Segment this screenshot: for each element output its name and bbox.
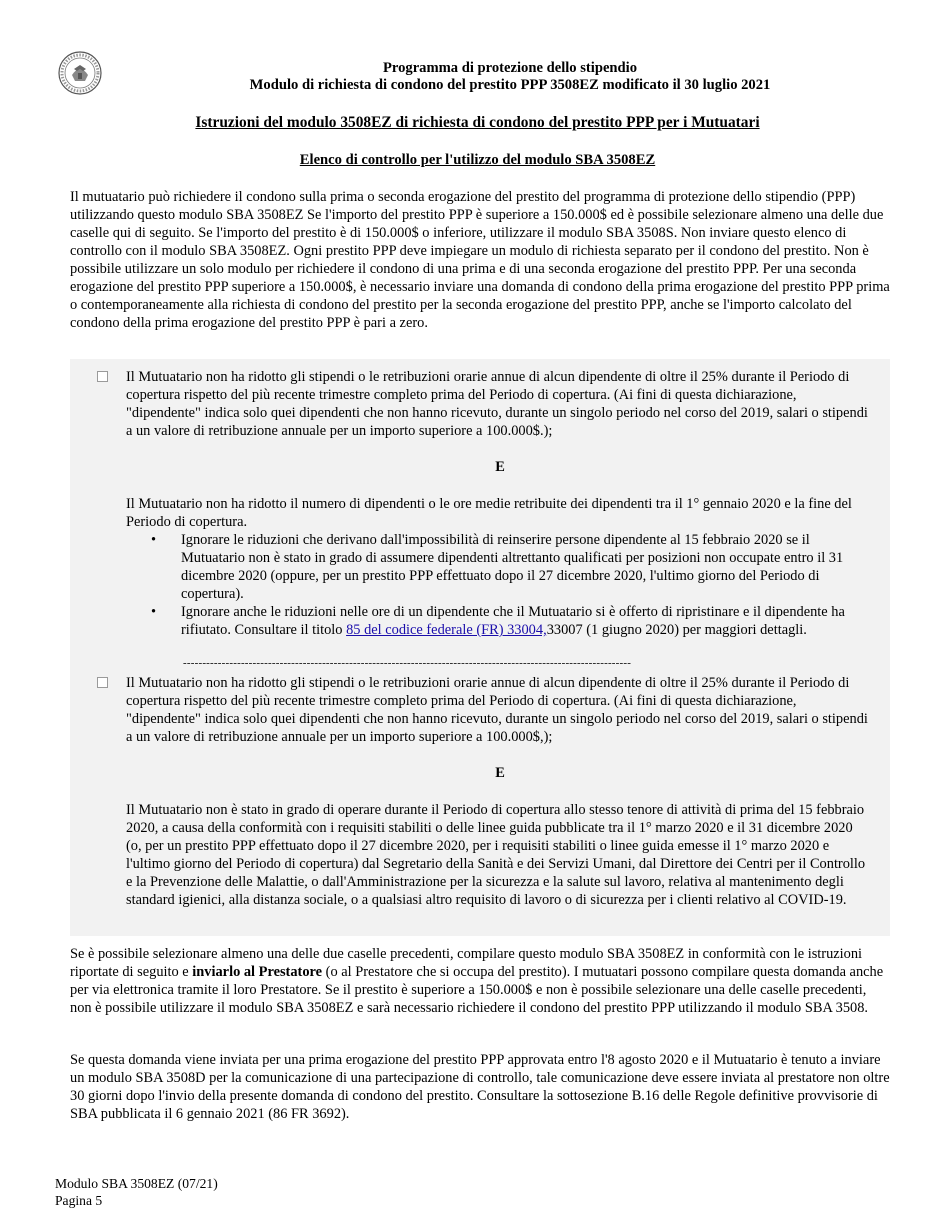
instructions-text-pre: Se è possibile selezionare almeno una delle due caselle precedenti, compilare questo modulo SBA 3508EZ in conformità con le istruzioni riportate di seguito e (70, 946, 863, 980)
checkbox-1[interactable] (97, 371, 108, 382)
separator-line: -------------------------------------------------------------------------------------------------------------------- (183, 657, 632, 669)
footer-form-id: Modulo SBA 3508EZ (07/21) (55, 1176, 218, 1191)
cfr-link[interactable]: 85 del codice federale (FR) 33004, (346, 622, 547, 638)
checkbox-1-continuation: Il Mutuatario non ha ridotto il numero di dipendenti o le ore medie retribuite dei dipendenti tra il 1° gennaio 2020 e la fine del Periodo di copertura. (126, 496, 852, 530)
disclosure-paragraph: Se questa domanda viene inviata per una prima erogazione del prestito PPP approvata entro l'8 agosto 2020 e il Mutuatario è tenuto a inviare un modulo SBA 3508D per la comunicazione di una partecipazione di controllo, tale comunicazione deve essere inviata al prestatore non oltre 30 giorni dopo l'invio della presente domanda di condono del prestito. Consultare la sottosezione B.16 delle Regole definitive provvisorie di SBA pubblicata il 6 gennaio 2021 (86 FR 3692). (70, 1052, 890, 1122)
list-item (126, 531, 871, 603)
intro-paragraph: Il mutuatario può richiedere il condono sulla prima o seconda erogazione del prestito del programma di protezione dello stipendio (PPP) utilizzando questo modulo SBA 3508EZ Se l'importo del prestito PPP è superiore a 150.000$ ed è possibile selezionare almeno una delle due caselle qui di seguito. Se l'importo del prestito è di 150.000$ o inferiore, utilizzare il modulo SBA 3508S. Non inviare questo elenco di controllo con il modulo SBA 3508EZ. Ogni prestito PPP deve impiegare un modulo di richiesta separato per il condono del prestito. Non è possibile utilizzare un solo modulo per richiedere il condono di una prima e di una seconda erogazione del prestito PPP. Per una seconda erogazione del prestito PPP superiore a 150.000$, è necessario inviare una domanda di condono della prima erogazione del prestito PPP prima o contemporaneamente alla richiesta di condono del prestito per la seconda erogazione del prestito PPP, anche se l'importo calcolato del condono della prima erogazione del prestito PPP è pari a zero. (70, 189, 890, 331)
header-program-name: Programma di protezione dello stipendio (382, 60, 638, 76)
bullet-2-pre: Ignorare anche le riduzioni nelle ore di un dipendente che il Mutuatario si è offerto di ripristinare e il dipendente ha rifiutato. Consultare il titolo (181, 604, 845, 638)
checkbox-2[interactable] (97, 677, 108, 688)
footer-page-number: Pagina 5 (55, 1193, 103, 1208)
sba-seal-logo (58, 51, 102, 95)
instructions-paragraph (70, 945, 890, 1017)
checkbox-1-label: Il Mutuatario non ha ridotto gli stipendi o le retribuzioni orarie annue di alcun dipendente di oltre il 25% durante il Periodo di copertura rispetto del più recente trimestre completo prima del Periodo di copertura. (Ai fini di questa dichiarazione, "dipendente" indica solo quei dipendenti che non hanno ricevuto, durante un singolo periodo nel corso del 2019, salari o stipendi a un valore di retribuzione annuale per un importo superiore a 100.000$.); (126, 369, 868, 439)
and-conjunction-2: E (495, 765, 505, 781)
section-subtitle: Elenco di controllo per l'utilizzo del modulo SBA 3508EZ (299, 152, 656, 168)
checkbox-2-label: Il Mutuatario non ha ridotto gli stipendi o le retribuzioni orarie annue di alcun dipendente di oltre il 25% durante il Periodo di copertura rispetto del più recente trimestre completo prima del Periodo di copertura. (Ai fini di questa dichiarazione, "dipendente" indica solo quei dipendenti che non hanno ricevuto, durante un singolo periodo nel corso del 2019, salari o stipendi a un valore di retribuzione annuale per un importo superiore a 100.000$,); (126, 675, 868, 745)
page-title: Istruzioni del modulo 3508EZ di richiesta di condono del prestito PPP per i Mutuatari (195, 114, 760, 131)
instructions-text-bold: inviarlo al Prestatore (192, 964, 323, 980)
checkbox-2-continuation: Il Mutuatario non è stato in grado di operare durante il Periodo di copertura allo stesso tenore di attività di prima del 15 febbraio 2020, a causa della conformità con i requisiti stabiliti o delle linee guida pubblicate tra il 1° marzo 2020 e il 31 dicembre 2020 (o, per un prestito PPP effettuato dopo il 27 dicembre 2020, per i requisiti stabiliti o linee guida emesse il 1° marzo 2020 e l'ultimo giorno del Periodo di copertura) dal Segretario della Sanità e dei Servizi Umani, dal Direttore dei Centri per il Controllo e la Prevenzione delle Malattie, o dall'Amministrazione per la sicurezza e la salute sul lavoro, relativa al mantenimento degli standard igienici, alla distanza sociale, o a qualsiasi altro requisito di lavoro o di sicurezza per i clienti relativo al COVID-19. (126, 802, 866, 908)
header-form-name: Modulo di richiesta di condono del prestito PPP 3508EZ modificato il 30 luglio 2021 (249, 77, 771, 93)
instructions-text-post: (o al Prestatore che si occupa del prestito). I mutuatari possono compilare questa domanda anche per via elettronica tramite il loro Prestatore. Se il prestito è superiore a 150.000$ e non è possibile selezionare una delle caselle precedenti, non è possibile utilizzare il modulo SBA 3508EZ e sarà necessario richiedere il condono del prestito PPP utilizzando il modulo SBA 3508. (70, 964, 884, 1016)
document-header (150, 60, 870, 94)
exceptions-list (126, 531, 871, 639)
bullet-2-post: 33007 (1 giugno 2020) per maggiori dettagli. (546, 622, 807, 638)
page-footer (55, 1175, 218, 1209)
and-conjunction-1: E (495, 459, 505, 475)
list-item (126, 603, 871, 639)
bullet-1-text: Ignorare le riduzioni che derivano dall'impossibilità di reinserire persone dipendente al 15 febbraio 2020 se il Mutuatario non è stato in grado di assumere dipendenti altrettanto qualificati per posizioni non occupate entro il 31 dicembre 2020 (oppure, per un prestito PPP effettuato dopo il 27 dicembre 2020, l'ultimo giorno del Periodo di copertura). (181, 532, 844, 602)
